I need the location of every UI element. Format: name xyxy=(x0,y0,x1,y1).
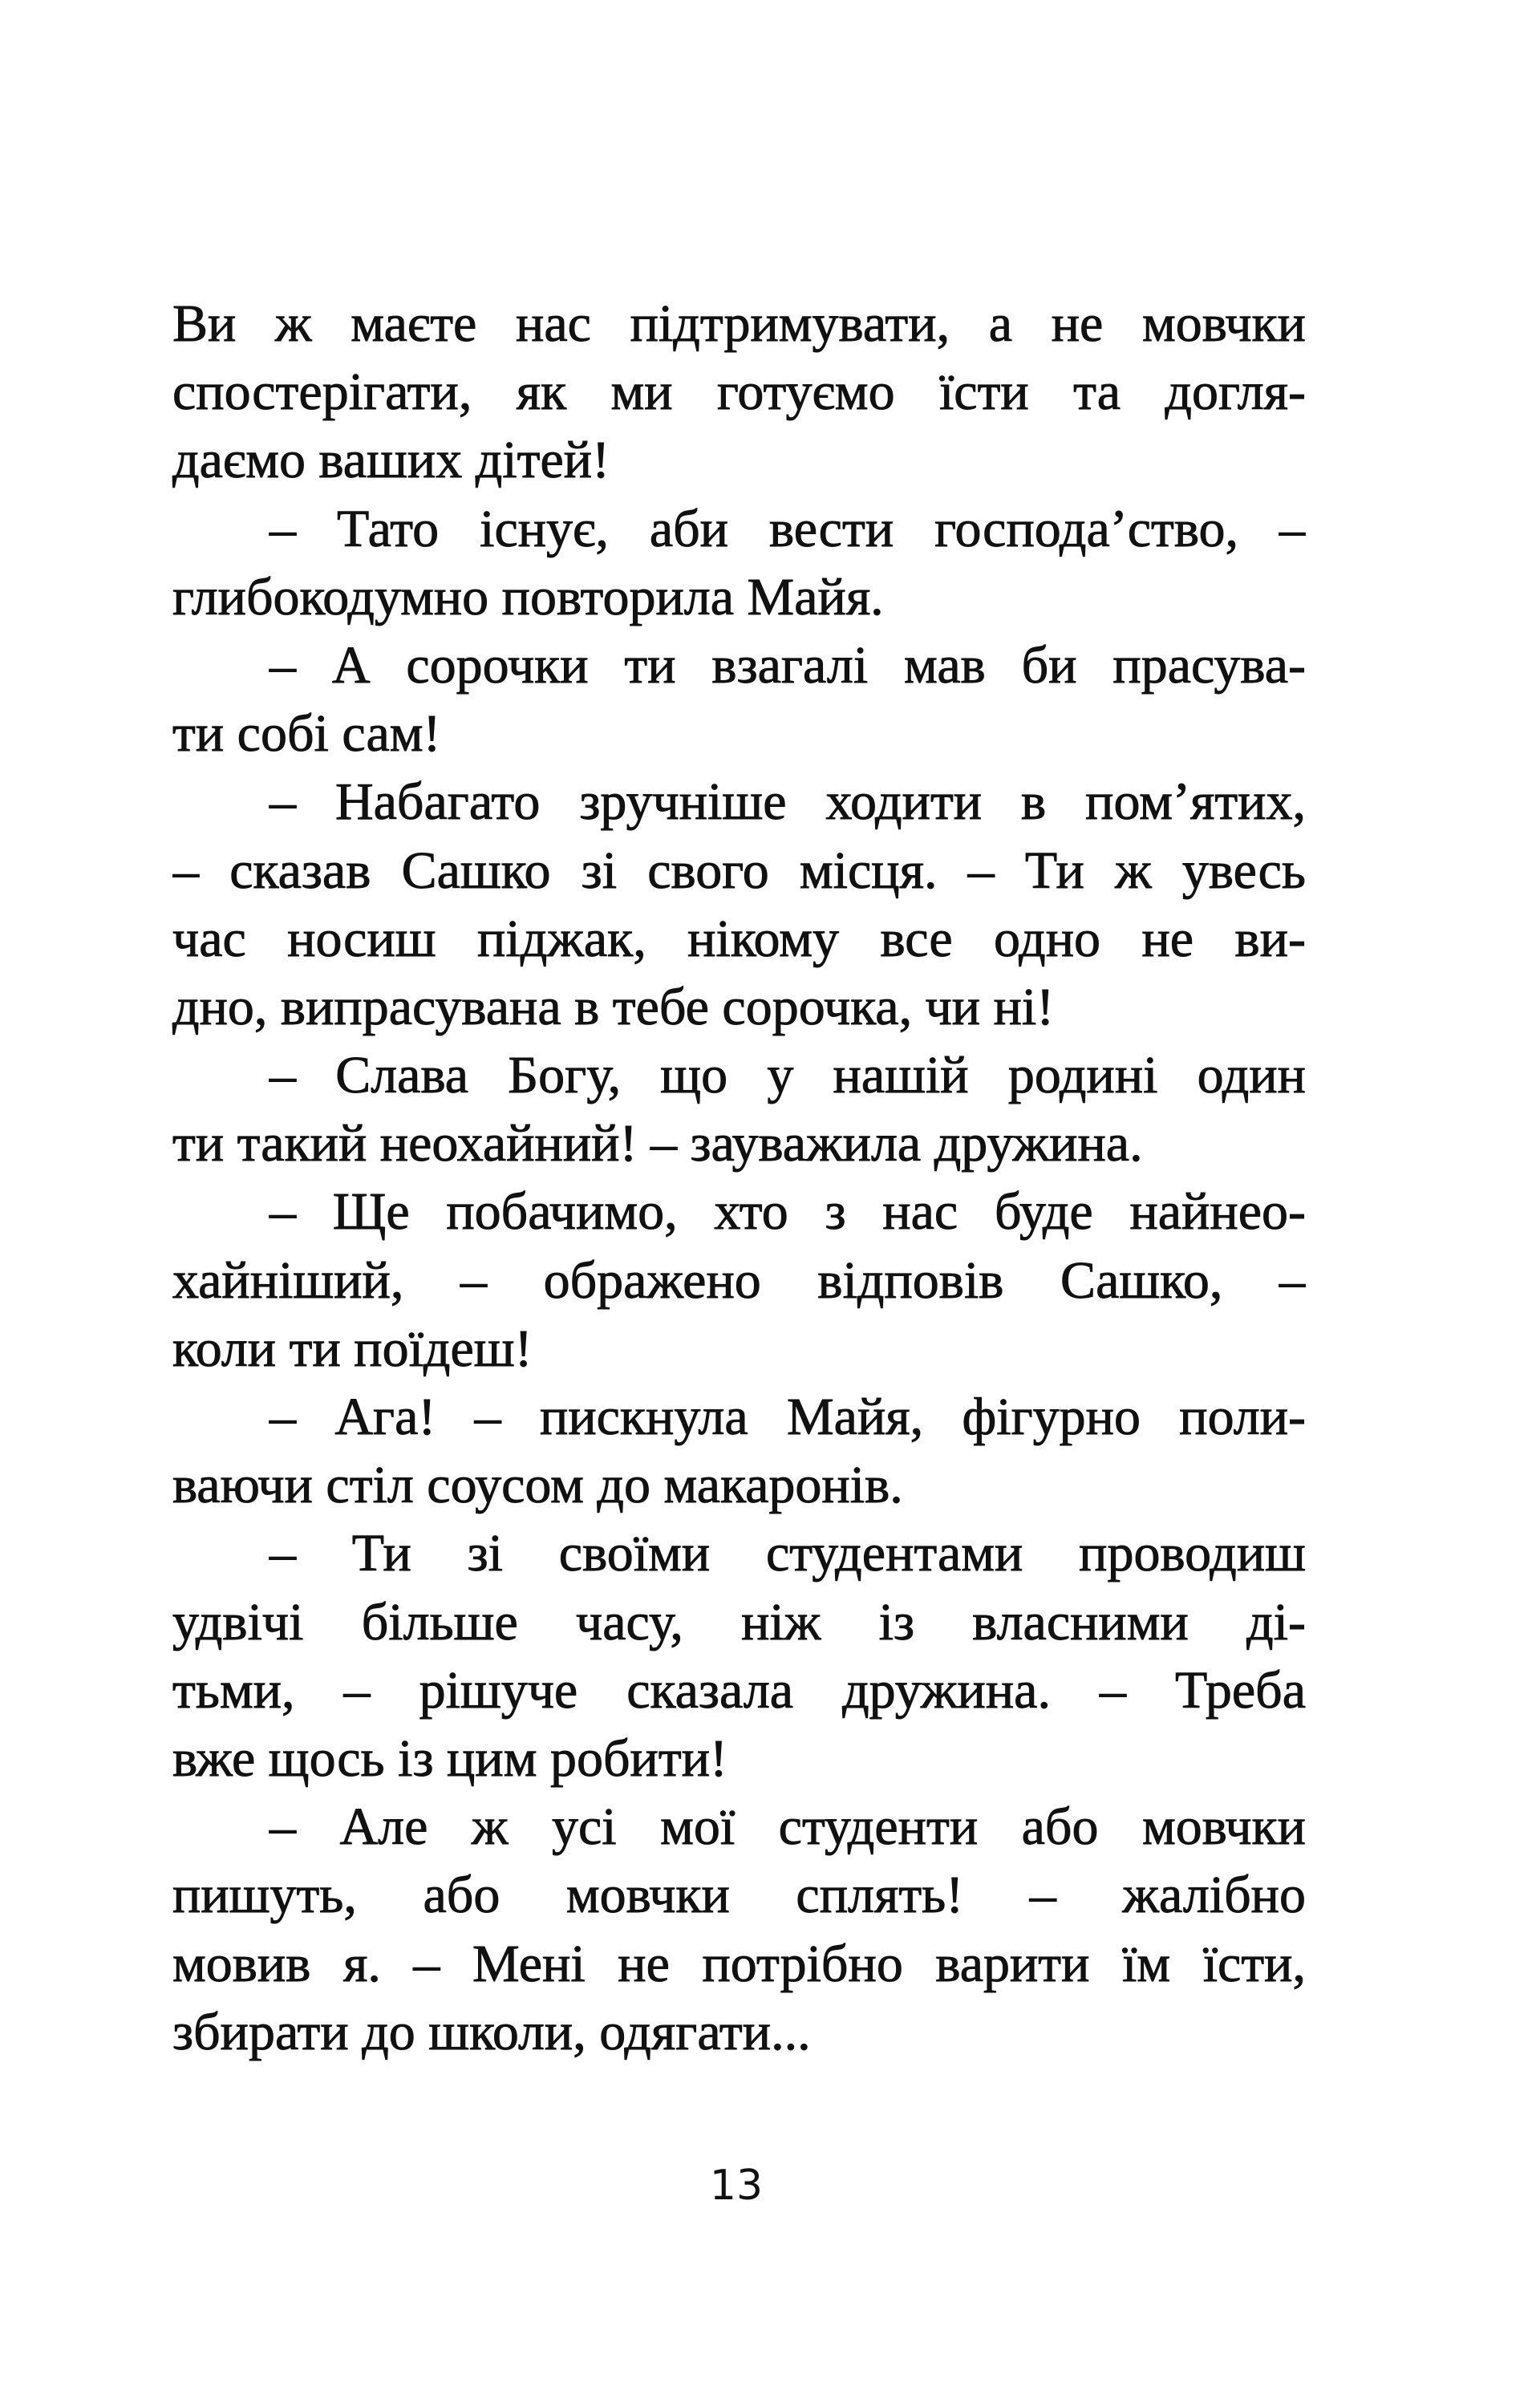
text-line: дно, випрасувана в тебе сорочка, чи ні! xyxy=(172,977,1055,1036)
text-line: Ви ж маєте нас підтримувати, а не мовчки xyxy=(172,294,1306,353)
text-line: пишуть, або мовчки сплять! – жалібно xyxy=(172,1866,1306,1925)
text-line: тьми, – рішуче сказала дружина. – Треба xyxy=(172,1660,1306,1720)
text-line: спостерігати, як ми готуємо їсти та догля- xyxy=(172,363,1306,422)
text-line: коли ти поїдеш! xyxy=(172,1319,533,1378)
text-line: ваючи стіл соусом до макаронів. xyxy=(172,1456,903,1515)
page-number: 13 xyxy=(709,2162,764,2210)
text-line: хайніший, – ображено відповів Сашко, – xyxy=(172,1250,1306,1310)
text-line: – Ти зі своїми студентами проводиш xyxy=(270,1524,1306,1583)
text-line: – Ага! – пискнула Майя, фігурно поли- xyxy=(270,1388,1306,1446)
text-line: даємо ваших дітей! xyxy=(172,431,610,490)
text-line: глибокодумно повторила Майя. xyxy=(172,567,884,626)
text-line: мовив я. – Мені не потрібно варити їм їсти, xyxy=(172,1934,1306,1993)
text-line: – Слава Богу, що у нашій родині один xyxy=(270,1046,1306,1105)
text-line: збирати до школи, одягати... xyxy=(172,2002,811,2061)
page-body-text xyxy=(172,290,1306,2066)
text-line: – Але ж усі мої студенти або мовчки xyxy=(270,1797,1306,1857)
text-line: ти собі сам! xyxy=(172,704,441,764)
text-line: ти такий неохайний! – зауважила дружина. xyxy=(172,1114,1143,1173)
text-line: – А сорочки ти взагалі мав би прасува- xyxy=(270,635,1306,695)
text-line: удвічі більше часу, ніж із власними ді- xyxy=(172,1592,1306,1651)
text-line: – Набагато зручніше ходити в пом’ятих, xyxy=(270,772,1306,832)
text-line: – Ще побачимо, хто з нас буде найнео- xyxy=(270,1182,1306,1242)
text-line: час носиш піджак, нікому все одно не ви- xyxy=(172,909,1306,968)
text-line: вже щось із цим робити! xyxy=(172,1728,728,1788)
text-line: – сказав Сашко зі свого місця. – Ти ж увесь xyxy=(172,841,1306,900)
text-line: – Тато існує, аби вести господа’ство, – xyxy=(270,499,1306,558)
